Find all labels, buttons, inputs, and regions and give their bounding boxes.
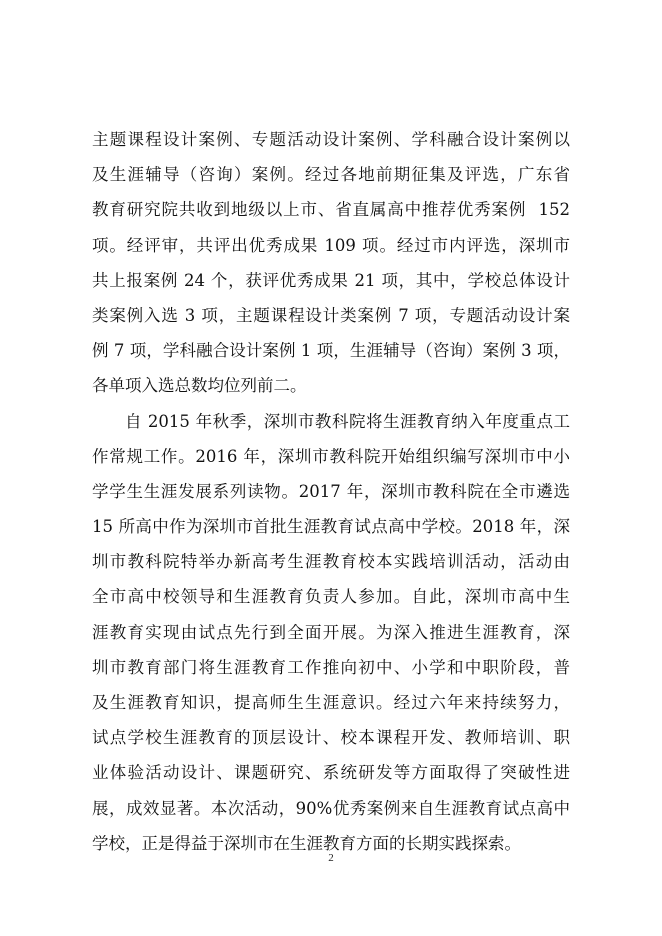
text-line: 全市高中校领导和生涯教育负责人参加。自此，深圳市高中生	[92, 587, 570, 607]
body-text	[92, 122, 570, 861]
text-line: 及生涯辅导（咨询）案例。经过各地前期征集及评选，广东省	[92, 165, 570, 185]
text-line: 项。经评审，共评出优秀成果 109 项。经过市内评选，深圳市	[92, 235, 570, 255]
page-number: 2	[328, 852, 334, 864]
text-line: 圳市教科院特举办新高考生涯教育校本实践培训活动，活动由	[92, 552, 570, 572]
text-line: 试点学校生涯教育的顶层设计、校本课程开发、教师培训、职	[92, 728, 570, 748]
text-line: 类案例入选 3 项，主题课程设计类案例 7 项，专题活动设计案	[92, 305, 570, 325]
text-line: 共上报案例 24 个，获评优秀成果 21 项，其中，学校总体设计	[92, 270, 570, 290]
text-line: 例 7 项，学科融合设计案例 1 项，生涯辅导（咨询）案例 3 项，	[92, 341, 570, 361]
text-line: 及生涯教育知识，提高师生生涯意识。经过六年来持续努力，	[92, 693, 570, 712]
text-line: 圳市教育部门将生涯教育工作推向初中、小学和中职阶段，普	[92, 657, 570, 677]
text-line: 业体验活动设计、课题研究、系统研发等方面取得了突破性进	[92, 763, 570, 783]
text-line: 学学生生涯发展系列读物。2017 年，深圳市教科院在全市遴选	[92, 481, 570, 501]
text-line: 主题课程设计案例、专题活动设计案例、学科融合设计案例以	[92, 130, 570, 149]
text-line: 涯教育实现由试点先行到全面开展。为深入推进生涯教育，深	[92, 622, 570, 642]
text-line: 教育研究院共收到地级以上市、省直属高中推荐优秀案例 152	[92, 200, 570, 220]
text-line: 学校，正是得益于深圳市在生涯教育方面的长期实践探索。	[92, 833, 521, 853]
text-line: 各单项入选总数均位列前二。	[92, 376, 307, 396]
text-line: 展，成效显著。本次活动，90%优秀案例来自生涯教育试点高中	[92, 798, 570, 818]
text-line: 作常规工作。2016 年，深圳市教科院开始组织编写深圳市中小	[92, 446, 570, 466]
text-line: 15 所高中作为深圳市首批生涯教育试点高中学校。2018 年，深	[92, 517, 570, 537]
paragraph-first-line: 自 2015 年秋季，深圳市教科院将生涯教育纳入年度重点工	[125, 411, 570, 431]
